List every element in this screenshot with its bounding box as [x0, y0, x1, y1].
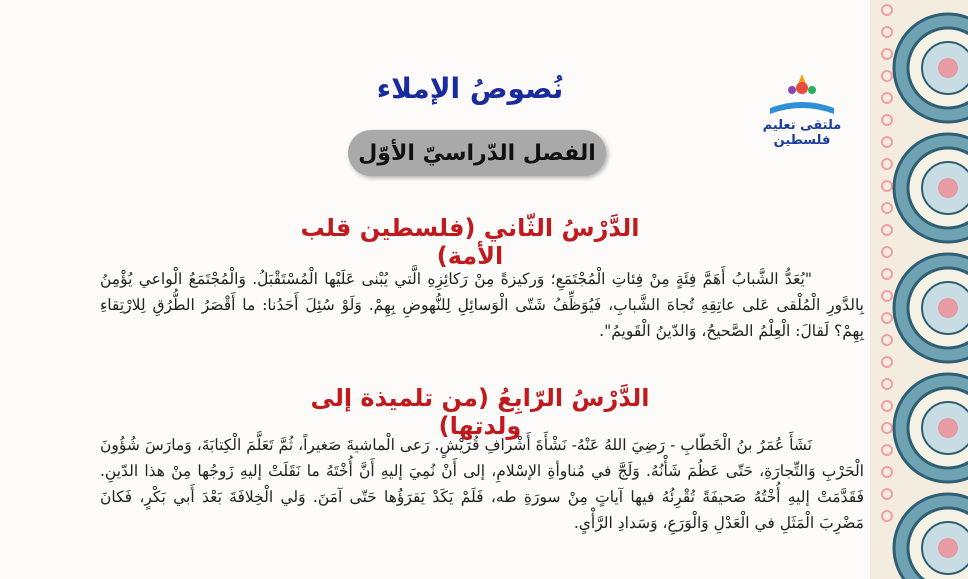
- lesson-text: [100, 266, 864, 344]
- ornament-icon: [890, 130, 968, 246]
- lesson-text: [100, 432, 864, 536]
- site-logo: [742, 68, 862, 148]
- ornament-icon: [890, 250, 968, 366]
- lesson-title: الدَّرْسُ الثّاني (فلسطين قلب الأمة): [300, 214, 640, 270]
- logo-icon: [742, 68, 862, 118]
- ornament-icon: [890, 370, 968, 486]
- logo-text: ملتقى تعليم فلسطين: [762, 118, 842, 148]
- ornament-icon: [890, 490, 968, 579]
- semester-label: الفصل الدّراسيّ الأوّل: [348, 130, 606, 176]
- paragraph: "يُعَدُّ الشَّبابُ أَهَمَّ فِئَةٍ مِنْ فِئاتِ الْمُجْتَمَعِ؛ وَركيزةً مِنْ رَكائِزِهِ الَّتي يُبْنى عَلَيْها الْمُسْتَقْبَلُ. وَالْمُجْتَمَعُ الْواعي يُؤْمِنُ بِالدَّورِ الْمُلْقى عَلى عاتِقِهِ تُجاهَ الشَّبابِ، فَيُوَظِّفُ شَتّى الْوَسائِلِ لِلنُّهوضِ بِهِمْ. وَلَوْ سُئِلَ أَحَدُنا: ما أَقْصَرُ الطُّرُقِ لِلارْتِقاءِ بِهِمْ؟ لَقالَ: الْعِلْمُ الصَّحيحُ، وَالدّينُ الْقَويمُ".: [100, 270, 864, 340]
- page-title: نُصوصُ الإملاء: [376, 72, 564, 105]
- paragraph: نَشَأَ عُمَرُ بنُ الْخَطّابِ - رَضِيَ اللهُ عَنْهُ- نَشْأَةَ أَشْرافِ قُرَيْشٍ. رَعى الْماشيةَ صَغيراً، ثُمَّ تَعَلَّمَ الْكِتابَةَ، وَمارَسَ شُؤُونَ الْحَرْبِ وَالتِّجارَةِ، حَتّى عَظُمَ شَأْنُهُ. وَلَجَّ في مُناوأةِ الإسْلامِ، إلى أَنْ نُمِيَ إليهِ أَنَّ أُخْتَهُ ما نَقَلَتْ إليهِ زَوجُها مِنْ هذا الدّينِ. فَقَدَّمَتْ إليهِ أُخْتُهُ صَحيفَةً تُقْرِئُهُ فيها آياتٍ مِنْ سورَةِ طه، فَلَمْ يَكَدْ يَقرَؤُها حَتّى آمَنَ. وَلي الْخِلافَةَ بَعْدَ أَبي بَكْرٍ، فَكانَ مَضْرِبَ الْمَثَلِ في الْعَدْلِ وَالْوَرَعِ، وَسَدادِ الرَّأْيِ.: [100, 436, 864, 532]
- lesson-title: الدَّرْسُ الرّابِعُ (من تلميذة إلى ولدتها): [310, 384, 650, 440]
- decorative-border: [870, 0, 968, 579]
- ornament-icon: [890, 10, 968, 126]
